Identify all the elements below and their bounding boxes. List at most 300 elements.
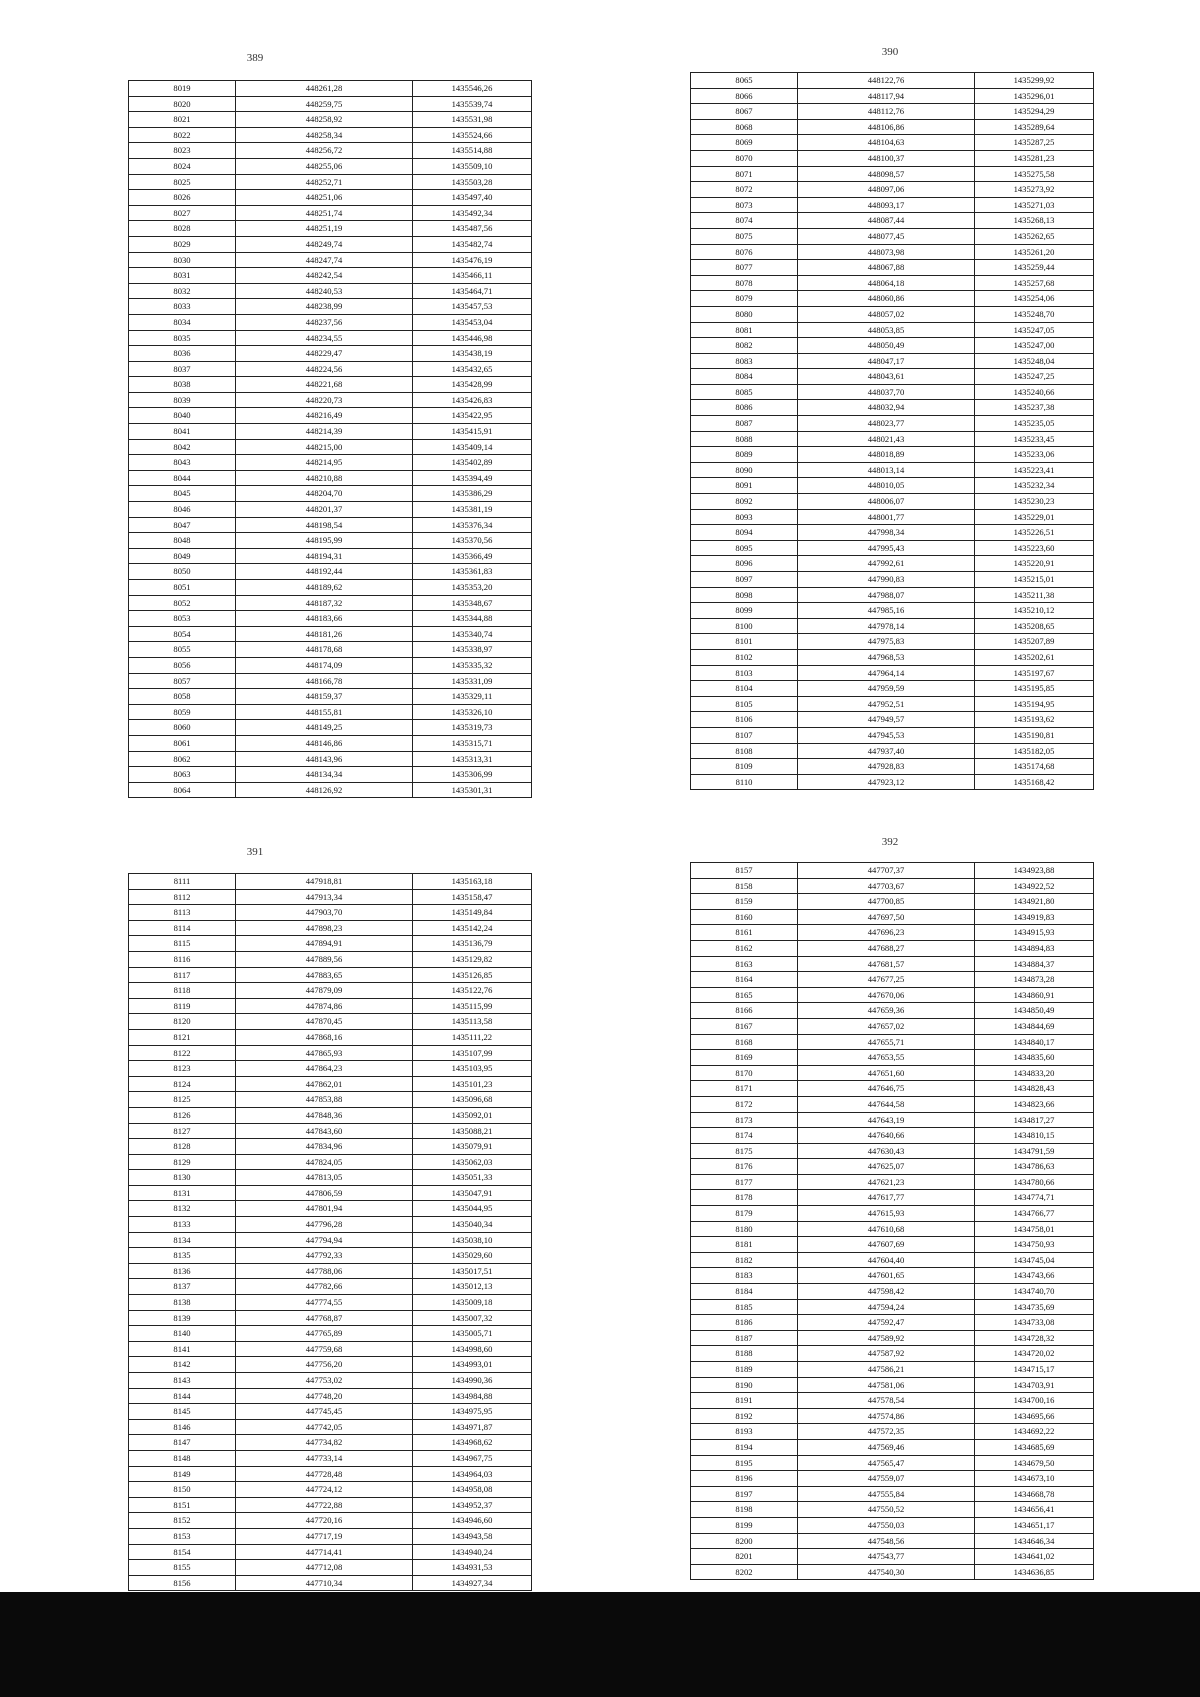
x-coordinate-cell: 447550,52 xyxy=(798,1502,975,1518)
y-coordinate-cell: 1434823,66 xyxy=(975,1096,1094,1112)
x-coordinate-cell: 447617,77 xyxy=(798,1190,975,1206)
table-row xyxy=(691,1564,1094,1580)
y-coordinate-cell: 1435235,05 xyxy=(975,416,1094,432)
x-coordinate-cell: 447625,07 xyxy=(798,1159,975,1175)
y-coordinate-cell: 1434860,91 xyxy=(975,987,1094,1003)
y-coordinate-cell: 1435232,34 xyxy=(975,478,1094,494)
x-coordinate-cell: 448242,54 xyxy=(236,268,413,284)
x-coordinate-cell: 448077,45 xyxy=(798,228,975,244)
point-number-cell: 8179 xyxy=(691,1206,798,1222)
point-number-cell: 8131 xyxy=(129,1185,236,1201)
x-coordinate-cell: 447848,36 xyxy=(236,1107,413,1123)
table-row xyxy=(691,972,1094,988)
x-coordinate-cell: 447734,82 xyxy=(236,1435,413,1451)
y-coordinate-cell: 1434894,83 xyxy=(975,940,1094,956)
y-coordinate-cell: 1435040,34 xyxy=(413,1217,532,1233)
point-number-cell: 8128 xyxy=(129,1139,236,1155)
table-row xyxy=(691,1221,1094,1237)
x-coordinate-cell: 448064,18 xyxy=(798,275,975,291)
y-coordinate-cell: 1435233,45 xyxy=(975,431,1094,447)
x-coordinate-cell: 447959,59 xyxy=(798,681,975,697)
y-coordinate-cell: 1435487,56 xyxy=(413,221,532,237)
table-row xyxy=(691,1471,1094,1487)
x-coordinate-cell: 447748,20 xyxy=(236,1388,413,1404)
point-number-cell: 8126 xyxy=(129,1107,236,1123)
x-coordinate-cell: 447870,45 xyxy=(236,1014,413,1030)
x-coordinate-cell: 447707,37 xyxy=(798,863,975,879)
x-coordinate-cell: 447968,53 xyxy=(798,649,975,665)
x-coordinate-cell: 448097,06 xyxy=(798,182,975,198)
y-coordinate-cell: 1435223,41 xyxy=(975,462,1094,478)
point-number-cell: 8133 xyxy=(129,1217,236,1233)
x-coordinate-cell: 448220,73 xyxy=(236,392,413,408)
x-coordinate-cell: 447788,06 xyxy=(236,1263,413,1279)
x-coordinate-cell: 448204,70 xyxy=(236,486,413,502)
x-coordinate-cell: 448261,28 xyxy=(236,81,413,97)
y-coordinate-cell: 1435233,06 xyxy=(975,447,1094,463)
point-number-cell: 8035 xyxy=(129,330,236,346)
x-coordinate-cell: 447578,54 xyxy=(798,1393,975,1409)
point-number-cell: 8137 xyxy=(129,1279,236,1295)
point-number-cell: 8084 xyxy=(691,369,798,385)
y-coordinate-cell: 1435301,31 xyxy=(413,782,532,798)
point-number-cell: 8094 xyxy=(691,525,798,541)
point-number-cell: 8046 xyxy=(129,502,236,518)
y-coordinate-cell: 1435446,98 xyxy=(413,330,532,346)
point-number-cell: 8036 xyxy=(129,346,236,362)
x-coordinate-cell: 447700,85 xyxy=(798,894,975,910)
table-row xyxy=(691,1237,1094,1253)
x-coordinate-cell: 448112,76 xyxy=(798,104,975,120)
y-coordinate-cell: 1434651,17 xyxy=(975,1517,1094,1533)
point-number-cell: 8188 xyxy=(691,1346,798,1362)
y-coordinate-cell: 1435142,24 xyxy=(413,920,532,936)
x-coordinate-cell: 447653,55 xyxy=(798,1050,975,1066)
x-coordinate-cell: 447853,88 xyxy=(236,1092,413,1108)
x-coordinate-cell: 447894,91 xyxy=(236,936,413,952)
y-coordinate-cell: 1435329,11 xyxy=(413,689,532,705)
y-coordinate-cell: 1435248,70 xyxy=(975,306,1094,322)
x-coordinate-cell: 448214,95 xyxy=(236,455,413,471)
x-coordinate-cell: 447796,28 xyxy=(236,1217,413,1233)
y-coordinate-cell: 1435361,83 xyxy=(413,564,532,580)
x-coordinate-cell: 447587,92 xyxy=(798,1346,975,1362)
y-coordinate-cell: 1435409,14 xyxy=(413,439,532,455)
y-coordinate-cell: 1434720,02 xyxy=(975,1346,1094,1362)
point-number-cell: 8089 xyxy=(691,447,798,463)
point-number-cell: 8023 xyxy=(129,143,236,159)
point-number-cell: 8146 xyxy=(129,1419,236,1435)
y-coordinate-cell: 1434940,24 xyxy=(413,1544,532,1560)
point-number-cell: 8056 xyxy=(129,657,236,673)
point-number-cell: 8060 xyxy=(129,720,236,736)
point-number-cell: 8130 xyxy=(129,1170,236,1186)
x-coordinate-cell: 448093,17 xyxy=(798,197,975,213)
y-coordinate-cell: 1435340,74 xyxy=(413,626,532,642)
x-coordinate-cell: 447862,01 xyxy=(236,1076,413,1092)
y-coordinate-cell: 1434745,04 xyxy=(975,1252,1094,1268)
x-coordinate-cell: 448018,89 xyxy=(798,447,975,463)
point-number-cell: 8201 xyxy=(691,1549,798,1565)
point-number-cell: 8169 xyxy=(691,1050,798,1066)
x-coordinate-cell: 447555,84 xyxy=(798,1486,975,1502)
x-coordinate-cell: 448215,00 xyxy=(236,439,413,455)
y-coordinate-cell: 1434921,80 xyxy=(975,894,1094,910)
y-coordinate-cell: 1435457,53 xyxy=(413,299,532,315)
page-number: 391 xyxy=(246,846,264,858)
x-coordinate-cell: 447722,88 xyxy=(236,1497,413,1513)
x-coordinate-cell: 447657,02 xyxy=(798,1018,975,1034)
x-coordinate-cell: 447589,92 xyxy=(798,1330,975,1346)
x-coordinate-cell: 448053,85 xyxy=(798,322,975,338)
y-coordinate-cell: 1435190,81 xyxy=(975,727,1094,743)
page-number: 392 xyxy=(881,836,899,848)
point-number-cell: 8162 xyxy=(691,940,798,956)
y-coordinate-cell: 1434850,49 xyxy=(975,1003,1094,1019)
y-coordinate-cell: 1434993,01 xyxy=(413,1357,532,1373)
y-coordinate-cell: 1435394,49 xyxy=(413,470,532,486)
point-number-cell: 8186 xyxy=(691,1315,798,1331)
point-number-cell: 8166 xyxy=(691,1003,798,1019)
x-coordinate-cell: 447651,60 xyxy=(798,1065,975,1081)
y-coordinate-cell: 1435047,91 xyxy=(413,1185,532,1201)
x-coordinate-cell: 447697,50 xyxy=(798,909,975,925)
x-coordinate-cell: 448247,74 xyxy=(236,252,413,268)
point-number-cell: 8175 xyxy=(691,1143,798,1159)
point-number-cell: 8037 xyxy=(129,361,236,377)
point-number-cell: 8125 xyxy=(129,1092,236,1108)
point-number-cell: 8071 xyxy=(691,166,798,182)
x-coordinate-cell: 447714,41 xyxy=(236,1544,413,1560)
x-coordinate-cell: 447918,81 xyxy=(236,874,413,890)
table-row xyxy=(691,1112,1094,1128)
y-coordinate-cell: 1434958,08 xyxy=(413,1482,532,1498)
y-coordinate-cell: 1434692,22 xyxy=(975,1424,1094,1440)
y-coordinate-cell: 1435509,10 xyxy=(413,158,532,174)
point-number-cell: 8198 xyxy=(691,1502,798,1518)
point-number-cell: 8101 xyxy=(691,634,798,650)
point-number-cell: 8148 xyxy=(129,1450,236,1466)
y-coordinate-cell: 1435296,01 xyxy=(975,88,1094,104)
x-coordinate-cell: 447586,21 xyxy=(798,1362,975,1378)
y-coordinate-cell: 1434835,60 xyxy=(975,1050,1094,1066)
point-number-cell: 8173 xyxy=(691,1112,798,1128)
point-number-cell: 8147 xyxy=(129,1435,236,1451)
x-coordinate-cell: 447923,12 xyxy=(798,774,975,790)
y-coordinate-cell: 1435271,03 xyxy=(975,197,1094,213)
x-coordinate-cell: 447801,94 xyxy=(236,1201,413,1217)
point-number-cell: 8199 xyxy=(691,1517,798,1533)
y-coordinate-cell: 1435259,44 xyxy=(975,260,1094,276)
x-coordinate-cell: 448251,06 xyxy=(236,190,413,206)
y-coordinate-cell: 1434990,36 xyxy=(413,1373,532,1389)
point-number-cell: 8055 xyxy=(129,642,236,658)
point-number-cell: 8141 xyxy=(129,1341,236,1357)
point-number-cell: 8190 xyxy=(691,1377,798,1393)
y-coordinate-cell: 1434923,88 xyxy=(975,863,1094,879)
table-row xyxy=(691,1050,1094,1066)
x-coordinate-cell: 448087,44 xyxy=(798,213,975,229)
point-number-cell: 8140 xyxy=(129,1326,236,1342)
y-coordinate-cell: 1435174,68 xyxy=(975,759,1094,775)
x-coordinate-cell: 448256,72 xyxy=(236,143,413,159)
y-coordinate-cell: 1434750,93 xyxy=(975,1237,1094,1253)
x-coordinate-cell: 448013,14 xyxy=(798,462,975,478)
point-number-cell: 8187 xyxy=(691,1330,798,1346)
y-coordinate-cell: 1435319,73 xyxy=(413,720,532,736)
point-number-cell: 8167 xyxy=(691,1018,798,1034)
point-number-cell: 8066 xyxy=(691,88,798,104)
y-coordinate-cell: 1435273,92 xyxy=(975,182,1094,198)
y-coordinate-cell: 1435115,99 xyxy=(413,998,532,1014)
y-coordinate-cell: 1435287,25 xyxy=(975,135,1094,151)
y-coordinate-cell: 1435476,19 xyxy=(413,252,532,268)
x-coordinate-cell: 447717,19 xyxy=(236,1528,413,1544)
point-number-cell: 8052 xyxy=(129,595,236,611)
table-row xyxy=(691,1408,1094,1424)
y-coordinate-cell: 1434952,37 xyxy=(413,1497,532,1513)
point-number-cell: 8025 xyxy=(129,174,236,190)
x-coordinate-cell: 447615,93 xyxy=(798,1206,975,1222)
x-coordinate-cell: 447581,06 xyxy=(798,1377,975,1393)
point-number-cell: 8041 xyxy=(129,424,236,440)
x-coordinate-cell: 448047,17 xyxy=(798,353,975,369)
table-row xyxy=(691,863,1094,879)
point-number-cell: 8097 xyxy=(691,572,798,588)
point-number-cell: 8067 xyxy=(691,104,798,120)
table-row xyxy=(691,1517,1094,1533)
y-coordinate-cell: 1434915,93 xyxy=(975,925,1094,941)
point-number-cell: 8042 xyxy=(129,439,236,455)
y-coordinate-cell: 1435531,98 xyxy=(413,112,532,128)
x-coordinate-cell: 448194,31 xyxy=(236,548,413,564)
x-coordinate-cell: 447592,47 xyxy=(798,1315,975,1331)
point-number-cell: 8122 xyxy=(129,1045,236,1061)
y-coordinate-cell: 1435007,32 xyxy=(413,1310,532,1326)
x-coordinate-cell: 447756,20 xyxy=(236,1357,413,1373)
x-coordinate-cell: 448010,05 xyxy=(798,478,975,494)
page-number: 389 xyxy=(246,52,264,64)
point-number-cell: 8172 xyxy=(691,1096,798,1112)
point-number-cell: 8110 xyxy=(691,774,798,790)
y-coordinate-cell: 1434656,41 xyxy=(975,1502,1094,1518)
point-number-cell: 8044 xyxy=(129,470,236,486)
x-coordinate-cell: 447720,16 xyxy=(236,1513,413,1529)
point-number-cell: 8120 xyxy=(129,1014,236,1030)
point-number-cell: 8078 xyxy=(691,275,798,291)
table-row xyxy=(691,1549,1094,1565)
point-number-cell: 8129 xyxy=(129,1154,236,1170)
x-coordinate-cell: 447643,19 xyxy=(798,1112,975,1128)
point-number-cell: 8194 xyxy=(691,1439,798,1455)
x-coordinate-cell: 447843,60 xyxy=(236,1123,413,1139)
y-coordinate-cell: 1434786,63 xyxy=(975,1159,1094,1175)
point-number-cell: 8043 xyxy=(129,455,236,471)
point-number-cell: 8075 xyxy=(691,228,798,244)
point-number-cell: 8164 xyxy=(691,972,798,988)
point-number-cell: 8081 xyxy=(691,322,798,338)
y-coordinate-cell: 1435194,95 xyxy=(975,696,1094,712)
x-coordinate-cell: 448155,81 xyxy=(236,704,413,720)
point-number-cell: 8155 xyxy=(129,1560,236,1576)
y-coordinate-cell: 1434968,62 xyxy=(413,1435,532,1451)
point-number-cell: 8163 xyxy=(691,956,798,972)
x-coordinate-cell: 448174,09 xyxy=(236,657,413,673)
y-coordinate-cell: 1435247,00 xyxy=(975,338,1094,354)
point-number-cell: 8178 xyxy=(691,1190,798,1206)
point-number-cell: 8176 xyxy=(691,1159,798,1175)
x-coordinate-cell: 448258,34 xyxy=(236,127,413,143)
point-number-cell: 8065 xyxy=(691,73,798,89)
y-coordinate-cell: 1434998,60 xyxy=(413,1341,532,1357)
y-coordinate-cell: 1435353,20 xyxy=(413,580,532,596)
y-coordinate-cell: 1435208,65 xyxy=(975,618,1094,634)
y-coordinate-cell: 1435197,67 xyxy=(975,665,1094,681)
point-number-cell: 8034 xyxy=(129,314,236,330)
y-coordinate-cell: 1435223,60 xyxy=(975,540,1094,556)
point-number-cell: 8059 xyxy=(129,704,236,720)
table-row xyxy=(691,894,1094,910)
y-coordinate-cell: 1435438,19 xyxy=(413,346,532,362)
x-coordinate-cell: 447824,05 xyxy=(236,1154,413,1170)
x-coordinate-cell: 447995,43 xyxy=(798,540,975,556)
y-coordinate-cell: 1435017,51 xyxy=(413,1263,532,1279)
table-row xyxy=(691,1299,1094,1315)
y-coordinate-cell: 1434735,69 xyxy=(975,1299,1094,1315)
table-row xyxy=(691,1190,1094,1206)
y-coordinate-cell: 1435257,68 xyxy=(975,275,1094,291)
point-number-cell: 8049 xyxy=(129,548,236,564)
y-coordinate-cell: 1435136,79 xyxy=(413,936,532,952)
y-coordinate-cell: 1434840,17 xyxy=(975,1034,1094,1050)
y-coordinate-cell: 1435313,31 xyxy=(413,751,532,767)
point-number-cell: 8124 xyxy=(129,1076,236,1092)
y-coordinate-cell: 1435275,58 xyxy=(975,166,1094,182)
x-coordinate-cell: 448006,07 xyxy=(798,494,975,510)
point-number-cell: 8116 xyxy=(129,951,236,967)
x-coordinate-cell: 448060,86 xyxy=(798,291,975,307)
scan-bottom-edge xyxy=(0,1592,1200,1697)
point-number-cell: 8119 xyxy=(129,998,236,1014)
y-coordinate-cell: 1435370,56 xyxy=(413,533,532,549)
x-coordinate-cell: 448134,34 xyxy=(236,767,413,783)
point-number-cell: 8098 xyxy=(691,587,798,603)
table-row xyxy=(691,1346,1094,1362)
y-coordinate-cell: 1435338,97 xyxy=(413,642,532,658)
point-number-cell: 8171 xyxy=(691,1081,798,1097)
point-number-cell: 8083 xyxy=(691,353,798,369)
y-coordinate-cell: 1435497,40 xyxy=(413,190,532,206)
y-coordinate-cell: 1435122,76 xyxy=(413,983,532,999)
x-coordinate-cell: 447985,16 xyxy=(798,603,975,619)
y-coordinate-cell: 1434828,43 xyxy=(975,1081,1094,1097)
x-coordinate-cell: 448229,47 xyxy=(236,346,413,362)
y-coordinate-cell: 1435344,88 xyxy=(413,611,532,627)
x-coordinate-cell: 447806,59 xyxy=(236,1185,413,1201)
x-coordinate-cell: 447742,05 xyxy=(236,1419,413,1435)
x-coordinate-cell: 448259,75 xyxy=(236,96,413,112)
y-coordinate-cell: 1434817,27 xyxy=(975,1112,1094,1128)
y-coordinate-cell: 1435210,12 xyxy=(975,603,1094,619)
x-coordinate-cell: 447868,16 xyxy=(236,1029,413,1045)
point-number-cell: 8069 xyxy=(691,135,798,151)
y-coordinate-cell: 1435215,01 xyxy=(975,572,1094,588)
x-coordinate-cell: 447540,30 xyxy=(798,1564,975,1580)
point-number-cell: 8136 xyxy=(129,1263,236,1279)
y-coordinate-cell: 1435247,25 xyxy=(975,369,1094,385)
y-coordinate-cell: 1435248,04 xyxy=(975,353,1094,369)
x-coordinate-cell: 448210,88 xyxy=(236,470,413,486)
point-number-cell: 8174 xyxy=(691,1128,798,1144)
point-number-cell: 8079 xyxy=(691,291,798,307)
y-coordinate-cell: 1434728,32 xyxy=(975,1330,1094,1346)
point-number-cell: 8197 xyxy=(691,1486,798,1502)
x-coordinate-cell: 448201,37 xyxy=(236,502,413,518)
y-coordinate-cell: 1435240,66 xyxy=(975,384,1094,400)
x-coordinate-cell: 447768,87 xyxy=(236,1310,413,1326)
y-coordinate-cell: 1434873,28 xyxy=(975,972,1094,988)
x-coordinate-cell: 447792,33 xyxy=(236,1248,413,1264)
y-coordinate-cell: 1435096,68 xyxy=(413,1092,532,1108)
point-number-cell: 8070 xyxy=(691,150,798,166)
point-number-cell: 8050 xyxy=(129,564,236,580)
y-coordinate-cell: 1435129,82 xyxy=(413,951,532,967)
y-coordinate-cell: 1434780,66 xyxy=(975,1174,1094,1190)
x-coordinate-cell: 448216,49 xyxy=(236,408,413,424)
y-coordinate-cell: 1434946,60 xyxy=(413,1513,532,1529)
point-number-cell: 8021 xyxy=(129,112,236,128)
y-coordinate-cell: 1435348,67 xyxy=(413,595,532,611)
x-coordinate-cell: 447937,40 xyxy=(798,743,975,759)
x-coordinate-cell: 447990,83 xyxy=(798,572,975,588)
y-coordinate-cell: 1434679,50 xyxy=(975,1455,1094,1471)
y-coordinate-cell: 1434971,87 xyxy=(413,1419,532,1435)
point-number-cell: 8096 xyxy=(691,556,798,572)
y-coordinate-cell: 1434641,02 xyxy=(975,1549,1094,1565)
point-number-cell: 8114 xyxy=(129,920,236,936)
point-number-cell: 8054 xyxy=(129,626,236,642)
point-number-cell: 8051 xyxy=(129,580,236,596)
x-coordinate-cell: 448255,06 xyxy=(236,158,413,174)
x-coordinate-cell: 447630,43 xyxy=(798,1143,975,1159)
point-number-cell: 8058 xyxy=(129,689,236,705)
x-coordinate-cell: 448251,74 xyxy=(236,205,413,221)
x-coordinate-cell: 448166,78 xyxy=(236,673,413,689)
point-number-cell: 8180 xyxy=(691,1221,798,1237)
y-coordinate-cell: 1435029,60 xyxy=(413,1248,532,1264)
y-coordinate-cell: 1435107,99 xyxy=(413,1045,532,1061)
point-number-cell: 8086 xyxy=(691,400,798,416)
y-coordinate-cell: 1435101,23 xyxy=(413,1076,532,1092)
x-coordinate-cell: 447621,23 xyxy=(798,1174,975,1190)
x-coordinate-cell: 448146,86 xyxy=(236,735,413,751)
point-number-cell: 8159 xyxy=(691,894,798,910)
y-coordinate-cell: 1435207,89 xyxy=(975,634,1094,650)
y-coordinate-cell: 1434685,69 xyxy=(975,1439,1094,1455)
y-coordinate-cell: 1434758,01 xyxy=(975,1221,1094,1237)
x-coordinate-cell: 447644,58 xyxy=(798,1096,975,1112)
x-coordinate-cell: 447646,75 xyxy=(798,1081,975,1097)
point-number-cell: 8195 xyxy=(691,1455,798,1471)
y-coordinate-cell: 1435211,38 xyxy=(975,587,1094,603)
point-number-cell: 8112 xyxy=(129,889,236,905)
y-coordinate-cell: 1435366,49 xyxy=(413,548,532,564)
x-coordinate-cell: 447988,07 xyxy=(798,587,975,603)
table-row xyxy=(691,1424,1094,1440)
x-coordinate-cell: 448057,02 xyxy=(798,306,975,322)
y-coordinate-cell: 1435386,29 xyxy=(413,486,532,502)
table-row xyxy=(691,1206,1094,1222)
